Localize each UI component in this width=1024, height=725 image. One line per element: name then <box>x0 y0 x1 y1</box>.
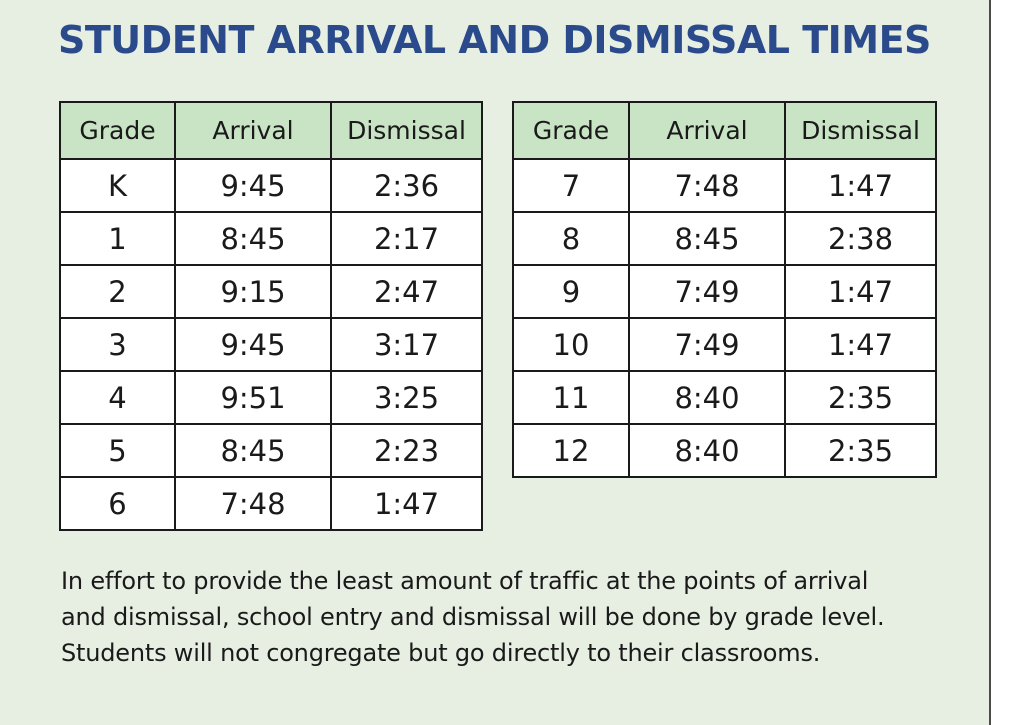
column-header-grade: Grade <box>60 102 175 159</box>
arrival-cell: 8:45 <box>175 212 331 265</box>
dismissal-cell: 2:36 <box>331 159 482 212</box>
grade-cell: 9 <box>513 265 629 318</box>
grade-cell: 8 <box>513 212 629 265</box>
grade-cell: 10 <box>513 318 629 371</box>
column-header-grade: Grade <box>513 102 629 159</box>
grade-cell: 6 <box>60 477 175 530</box>
arrival-cell: 8:40 <box>629 371 785 424</box>
dismissal-cell: 1:47 <box>331 477 482 530</box>
table-row <box>513 265 936 318</box>
column-header-arrival: Arrival <box>629 102 785 159</box>
note-line: Students will not congregate but go directly to their classrooms. <box>61 639 821 667</box>
table-row <box>60 424 482 477</box>
table-row <box>60 212 482 265</box>
table-row <box>60 477 482 530</box>
grade-cell: 12 <box>513 424 629 477</box>
note-line: In effort to provide the least amount of traffic at the points of arrival <box>61 567 869 595</box>
arrival-cell: 7:49 <box>629 265 785 318</box>
table-header-row <box>513 102 936 159</box>
column-header-dismissal: Dismissal <box>331 102 482 159</box>
column-header-arrival: Arrival <box>175 102 331 159</box>
table-header-row <box>60 102 482 159</box>
table-row <box>513 424 936 477</box>
dismissal-cell: 3:17 <box>331 318 482 371</box>
grade-cell: 11 <box>513 371 629 424</box>
column-header-dismissal: Dismissal <box>785 102 936 159</box>
dismissal-cell: 2:35 <box>785 424 936 477</box>
grade-cell: 3 <box>60 318 175 371</box>
arrival-cell: 7:49 <box>629 318 785 371</box>
grade-cell: 7 <box>513 159 629 212</box>
table-row <box>60 159 482 212</box>
table-row <box>60 318 482 371</box>
table-row <box>513 159 936 212</box>
schedule-table-grades-k-6 <box>59 101 483 531</box>
table-row <box>513 318 936 371</box>
arrival-cell: 7:48 <box>629 159 785 212</box>
table-row <box>513 212 936 265</box>
traffic-note <box>61 563 961 671</box>
arrival-cell: 7:48 <box>175 477 331 530</box>
dismissal-cell: 2:17 <box>331 212 482 265</box>
page-title: STUDENT ARRIVAL AND DISMISSAL TIMES <box>58 18 931 62</box>
dismissal-cell: 1:47 <box>785 265 936 318</box>
arrival-cell: 9:15 <box>175 265 331 318</box>
arrival-cell: 8:45 <box>175 424 331 477</box>
dismissal-cell: 2:23 <box>331 424 482 477</box>
dismissal-cell: 1:47 <box>785 159 936 212</box>
arrival-cell: 8:40 <box>629 424 785 477</box>
grade-cell: K <box>60 159 175 212</box>
dismissal-cell: 2:35 <box>785 371 936 424</box>
schedule-table-grades-7-12 <box>512 101 937 478</box>
grade-cell: 1 <box>60 212 175 265</box>
table-row <box>513 371 936 424</box>
grade-cell: 2 <box>60 265 175 318</box>
note-line: and dismissal, school entry and dismissal will be done by grade level. <box>61 603 885 631</box>
dismissal-cell: 1:47 <box>785 318 936 371</box>
arrival-cell: 9:51 <box>175 371 331 424</box>
arrival-cell: 8:45 <box>629 212 785 265</box>
dismissal-cell: 2:47 <box>331 265 482 318</box>
table-row <box>60 371 482 424</box>
grade-cell: 5 <box>60 424 175 477</box>
dismissal-cell: 3:25 <box>331 371 482 424</box>
table-row <box>60 265 482 318</box>
arrival-cell: 9:45 <box>175 318 331 371</box>
arrival-cell: 9:45 <box>175 159 331 212</box>
dismissal-cell: 2:38 <box>785 212 936 265</box>
grade-cell: 4 <box>60 371 175 424</box>
